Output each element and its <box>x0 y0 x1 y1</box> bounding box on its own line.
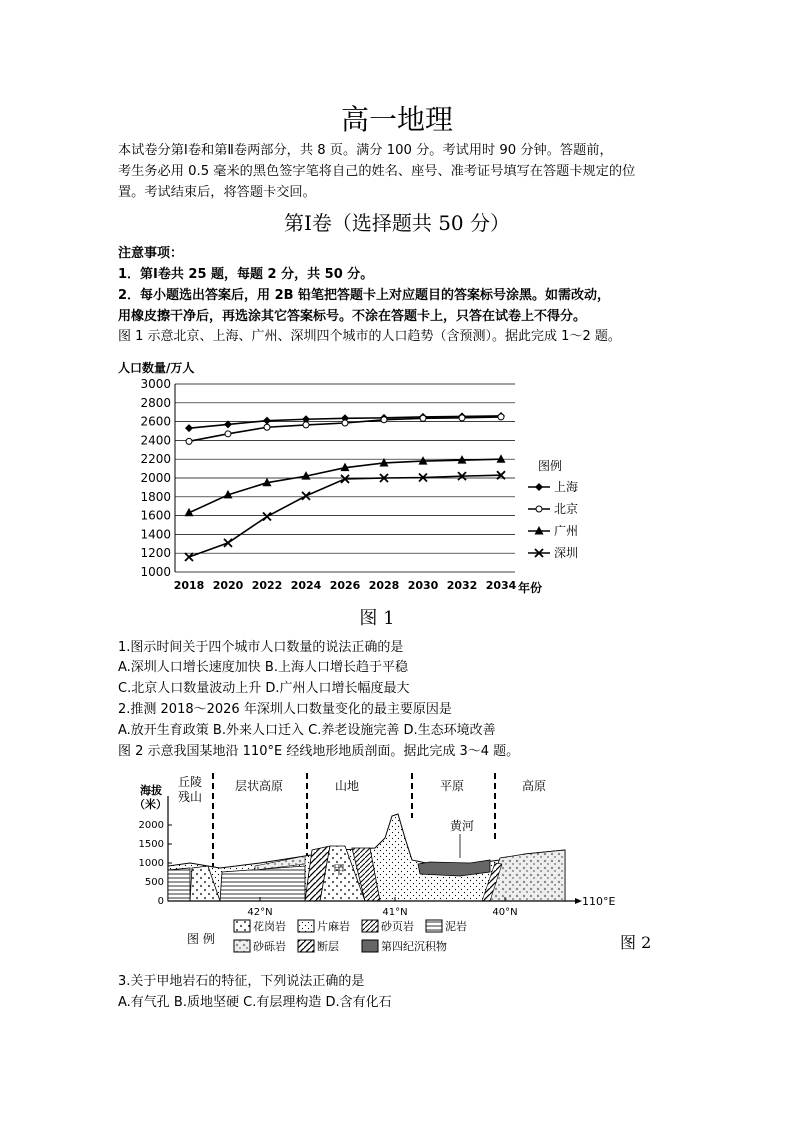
data-point <box>224 539 232 547</box>
note-item-2-cont: 用橡皮擦干净后，再选涂其它答案标号。不涂在答题卡上，只答在试卷上不得分。 <box>118 309 587 324</box>
intro-line: 置。考试结束后，将答题卡交回。 <box>118 185 316 200</box>
x-tick-label: 2034 <box>485 579 517 592</box>
y-tick-label: 1800 <box>140 489 171 504</box>
x-tick-label: 2030 <box>407 579 439 592</box>
region-label: 残山 <box>178 790 203 804</box>
y-tick-label: 2400 <box>140 433 171 448</box>
series-line <box>189 475 501 557</box>
y-tick-label: 1000 <box>140 565 171 579</box>
data-point <box>263 417 271 425</box>
note-item-2: 2．每小题选出答案后，用 2B 铅笔把答题卡上对应题目的答案标号涂黑。如需改动， <box>118 288 611 303</box>
q1-options-ab: A.深圳人口增长速度加快 B.上海人口增长趋于平稳 <box>118 660 408 675</box>
fig1-intro: 图 1 示意北京、上海、广州、深圳四个城市的人口趋势（含预测）。据此完成 1～2 题。 <box>118 329 621 344</box>
y-tick: 1000 <box>138 858 164 869</box>
y-tick: 2000 <box>138 820 164 831</box>
population-chart <box>110 352 579 602</box>
q1-options-cd: C.北京人口数量波动上升 D.广州人口增长幅度最大 <box>118 681 410 696</box>
note-item-1: 1．第Ⅰ卷共 25 题，每题 2 分，共 50 分。 <box>118 267 374 282</box>
legend-title: 图 例 <box>187 932 215 946</box>
series-x <box>185 471 505 561</box>
legend-entry: 深圳 <box>554 546 579 560</box>
y-tick-label: 1600 <box>140 508 171 523</box>
y-tick-label: 3000 <box>140 377 171 391</box>
data-point <box>185 424 193 432</box>
q1-stem: 1.图示时间关于四个城市人口数量的说法正确的是 <box>118 640 404 655</box>
chart-x-ticks <box>174 579 517 592</box>
lat-tick: 42°N <box>247 907 273 918</box>
y-tick: 1500 <box>138 839 164 850</box>
x-tick-label: 2020 <box>212 579 244 592</box>
legend-entry: 北京 <box>554 502 579 516</box>
fig2-intro: 图 2 示意我国某地沿 110°E 经线地形地质剖面。据此完成 3～4 题。 <box>118 744 520 759</box>
y-tick-label: 2600 <box>140 414 171 429</box>
legend-gneiss: 片麻岩 <box>317 920 350 933</box>
page-title: 高一地理 <box>340 103 453 136</box>
q3-options: A.有气孔 B.质地坚硬 C.有层理构造 D.含有化石 <box>118 995 392 1010</box>
x-tick-label: 2032 <box>446 579 478 592</box>
data-point <box>535 483 543 491</box>
legend-quaternary: 第四纪沉积物 <box>381 940 447 953</box>
x-tick-label: 2024 <box>290 579 322 592</box>
data-point <box>459 415 465 421</box>
legend-entry: 上海 <box>554 480 579 494</box>
data-point <box>225 431 231 437</box>
data-point <box>186 438 192 444</box>
region-label: 层状高原 <box>235 779 284 793</box>
intro-line: 本试卷分第Ⅰ卷和第Ⅱ卷两部分，共 8 页。满分 100 分。考试用时 90 分钟。答题前， <box>118 143 613 158</box>
x-tick-label: 2028 <box>368 579 400 592</box>
x-axis-label: 110°E <box>582 895 616 908</box>
data-point <box>185 553 193 561</box>
chart-y-axis-label: 人口数量/万人 <box>118 361 195 375</box>
region-label: 高原 <box>522 779 547 793</box>
y-tick: 0 <box>157 896 164 907</box>
data-point <box>536 506 542 512</box>
q3-stem: 3.关于甲地岩石的特征，下列说法正确的是 <box>118 974 365 989</box>
x-tick-label: 2022 <box>251 579 283 592</box>
intro-line: 考生务必用 0.5 毫米的黑色签字笔将自己的姓名、座号、准考证号填写在答题卡规定的位 <box>118 164 636 179</box>
chart-legend <box>528 458 578 560</box>
x-tick-label: 2026 <box>329 579 361 592</box>
fig2-caption: 图 2 <box>620 933 652 952</box>
data-point <box>420 415 426 421</box>
geologic-profile <box>130 768 660 963</box>
legend-entry: 广州 <box>554 524 579 538</box>
y-tick-label: 1200 <box>140 546 171 561</box>
q2-options: A.放开生育政策 B.外来人口迁入 C.养老设施完善 D.生态环境改善 <box>118 723 496 738</box>
region-label: 山地 <box>335 779 360 793</box>
data-point <box>303 422 309 428</box>
section-title: 第Ⅰ卷（选择题共 50 分） <box>283 211 511 235</box>
lat-tick: 41°N <box>382 907 408 918</box>
y-tick-label: 1400 <box>140 527 171 542</box>
legend-granite: 花岗岩 <box>253 920 286 933</box>
legend-title: 图例 <box>538 459 563 473</box>
data-point <box>497 454 506 463</box>
chart-x-axis-label: 年份 <box>518 581 543 595</box>
chart-y-ticks <box>140 377 171 579</box>
region-label: 平原 <box>440 779 465 793</box>
y-axis-label: 海拔 <box>140 784 162 797</box>
data-point <box>381 417 387 423</box>
legend-mudstone: 泥岩 <box>445 920 467 933</box>
fig1-caption: 图 1 <box>359 608 395 629</box>
notes-heading: 注意事项： <box>118 246 184 261</box>
data-point <box>302 492 310 500</box>
y-tick-label: 2000 <box>140 471 171 485</box>
data-point <box>535 526 544 535</box>
series-triangle <box>185 454 506 516</box>
point-jia-label: 甲 <box>333 863 346 877</box>
data-point <box>498 414 504 420</box>
region-label: 丘陵 <box>178 775 203 789</box>
y-tick-label: 2200 <box>140 452 171 467</box>
chart-series <box>185 412 506 561</box>
data-point <box>342 420 348 426</box>
exam-instructions <box>118 140 678 203</box>
y-tick-label: 2800 <box>140 395 171 410</box>
lat-tick: 40°N <box>492 907 518 918</box>
river-label: 黄河 <box>450 819 475 833</box>
x-tick-label: 2018 <box>173 579 205 592</box>
y-axis-unit: （米） <box>134 798 167 811</box>
legend-fault: 断层 <box>317 940 339 953</box>
data-point <box>263 513 271 521</box>
q2-stem: 2.推测 2018～2026 年深圳人口数量变化的最主要原因是 <box>118 702 452 717</box>
data-point <box>264 424 270 430</box>
legend-sandshale: 砂页岩 <box>381 920 414 933</box>
legend-gravel: 砂砾岩 <box>253 940 286 953</box>
y-tick: 500 <box>144 877 164 888</box>
